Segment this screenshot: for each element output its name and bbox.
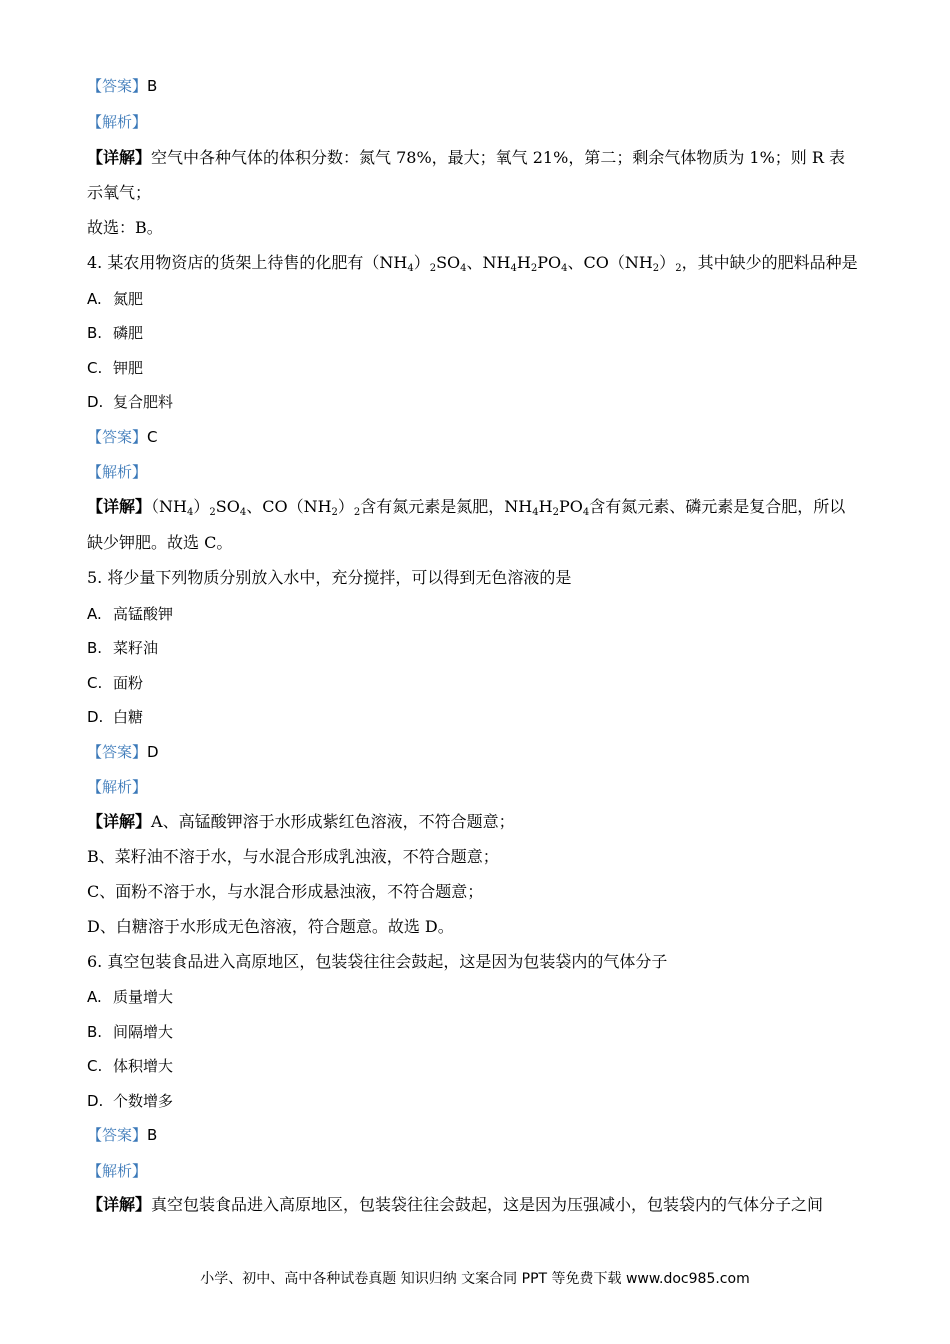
q6-option-c (87, 1056, 173, 1076)
q4-option-a (87, 289, 143, 309)
detail-text: 真空包装食品进入高原地区，包装袋往往会鼓起，这是因为压强减小，包装袋内的气体分子之间 (151, 1195, 824, 1214)
detail-part: （NH (151, 497, 187, 516)
option-text: 体积增大 (113, 1057, 174, 1075)
q5-detail-line-4: D、白糖溶于水形成无色溶液，符合题意。故选 D。 (87, 917, 454, 936)
q6-answer-line (87, 1125, 157, 1145)
option-letter: C. (87, 1057, 103, 1075)
subscript: 2 (429, 263, 437, 274)
answer-tag: 【答案】 (87, 77, 148, 95)
answer-value: C (147, 428, 158, 446)
subscript: 4 (532, 507, 539, 518)
q5-stem: 5. 将少量下列物质分别放入水中，充分搅拌，可以得到无色溶液的是 (87, 568, 572, 587)
option-text: 质量增大 (113, 988, 174, 1006)
q6-option-d (87, 1091, 173, 1111)
q4-detail-line-1 (87, 497, 845, 517)
subscript: 2 (209, 507, 216, 518)
answer-value: B (147, 77, 158, 95)
q6-analysis-tag: 【解析】 (87, 1162, 148, 1180)
detail-text: 空气中各种气体的体积分数：氮气 78%，最大；氧气 21%，第二；剩余气体物质为 1%；则 R 表 (151, 148, 846, 167)
option-text: 菜籽油 (113, 639, 159, 657)
option-text: 复合肥料 (113, 393, 174, 411)
q5-option-b (87, 638, 158, 658)
option-letter: D. (87, 708, 104, 726)
subscript: 2 (530, 263, 538, 274)
stem-part: 、CO（NH (567, 253, 653, 272)
stem-part: 4. 某农用物资店的货架上待售的化肥有（NH (87, 253, 408, 272)
option-text: 高锰酸钾 (113, 605, 174, 623)
answer-tag: 【答案】 (87, 1126, 148, 1144)
q6-option-b (87, 1022, 173, 1042)
q3-detail-line-2: 示氧气； (87, 183, 152, 202)
subscript: 2 (331, 507, 338, 518)
q3-analysis-tag: 【解析】 (87, 113, 148, 131)
detail-part: H (538, 497, 553, 516)
q5-detail-line-3: C、面粉不溶于水，与水混合形成悬浊液，不符合题意； (87, 882, 484, 901)
q5-option-a (87, 604, 173, 624)
option-letter: C. (87, 359, 103, 377)
option-letter: C. (87, 674, 103, 692)
q5-analysis-tag: 【解析】 (87, 778, 148, 796)
stem-part: ） (413, 253, 430, 272)
detail-tag: 【详解】 (87, 148, 152, 167)
option-letter: D. (87, 1092, 104, 1110)
detail-text: A、高锰酸钾溶于水形成紫红色溶液，不符合题意； (151, 812, 515, 831)
subscript: 4 (239, 507, 247, 518)
subscript: 2 (652, 263, 660, 274)
detail-tag: 【详解】 (87, 1195, 152, 1214)
q4-option-b (87, 323, 143, 343)
detail-part: SO (215, 497, 240, 516)
q5-option-d (87, 707, 143, 727)
subscript: 2 (552, 507, 559, 518)
answer-tag: 【答案】 (87, 428, 148, 446)
page-footer: 小学、初中、高中各种试卷真题 知识归纳 文案合同 PPT 等免费下载 www.doc985.com (200, 1271, 750, 1287)
q4-stem (87, 253, 858, 273)
option-letter: B. (87, 324, 103, 342)
detail-tag: 【详解】 (87, 812, 152, 831)
stem-part: H (516, 253, 531, 272)
q4-option-c (87, 358, 143, 378)
detail-part: 、CO（NH (246, 497, 332, 516)
stem-part: PO (537, 253, 562, 272)
subscript: 4 (407, 263, 414, 274)
q6-stem: 6. 真空包装食品进入高原地区，包装袋往往会鼓起，这是因为包装袋内的气体分子 (87, 952, 668, 971)
q5-option-c (87, 673, 143, 693)
option-letter: A. (87, 290, 102, 308)
subscript: 4 (460, 263, 467, 274)
detail-part: PO (558, 497, 583, 516)
subscript: 4 (186, 507, 194, 518)
detail-part: 含有氮元素是氮肥，NH (360, 497, 533, 516)
q5-detail-line-2: B、菜籽油不溶于水，与水混合形成乳浊液，不符合题意； (87, 847, 499, 866)
detail-part: ） (337, 497, 354, 516)
answer-value: D (147, 743, 159, 761)
q3-detail-line-1 (87, 148, 845, 168)
q4-answer-line (87, 427, 158, 447)
option-text: 间隔增大 (113, 1023, 174, 1041)
q4-detail-line-2: 缺少钾肥。故选 C。 (87, 533, 233, 552)
subscript: 2 (675, 263, 682, 274)
subscript: 4 (561, 263, 568, 274)
option-text: 个数增多 (113, 1092, 174, 1110)
subscript: 2 (353, 507, 361, 518)
option-text: 白糖 (113, 708, 144, 726)
q6-option-a (87, 987, 173, 1007)
q5-detail-line-1 (87, 812, 515, 832)
stem-part: ，其中缺少的肥料品种是 (681, 253, 858, 272)
detail-part: ） (193, 497, 210, 516)
option-text: 氮肥 (113, 290, 144, 308)
option-text: 面粉 (113, 674, 144, 692)
stem-part: SO (436, 253, 461, 272)
q6-detail-line-1 (87, 1195, 823, 1215)
subscript: 4 (510, 263, 517, 274)
stem-part: ） (659, 253, 676, 272)
option-letter: B. (87, 639, 103, 657)
detail-part: 含有氮元素、磷元素是复合肥，所以 (589, 497, 846, 516)
q4-option-d (87, 392, 173, 412)
detail-tag: 【详解】 (87, 497, 152, 516)
option-letter: A. (87, 605, 102, 623)
option-letter: D. (87, 393, 104, 411)
answer-value: B (147, 1126, 158, 1144)
option-text: 钾肥 (113, 359, 144, 377)
option-letter: B. (87, 1023, 103, 1041)
stem-part: 、NH (466, 253, 511, 272)
option-letter: A. (87, 988, 102, 1006)
q4-analysis-tag: 【解析】 (87, 463, 148, 481)
q5-answer-line (87, 742, 159, 762)
q3-answer-line (87, 76, 157, 96)
subscript: 4 (582, 507, 590, 518)
q3-conclusion: 故选：B。 (87, 218, 163, 237)
answer-tag: 【答案】 (87, 743, 148, 761)
option-text: 磷肥 (113, 324, 144, 342)
